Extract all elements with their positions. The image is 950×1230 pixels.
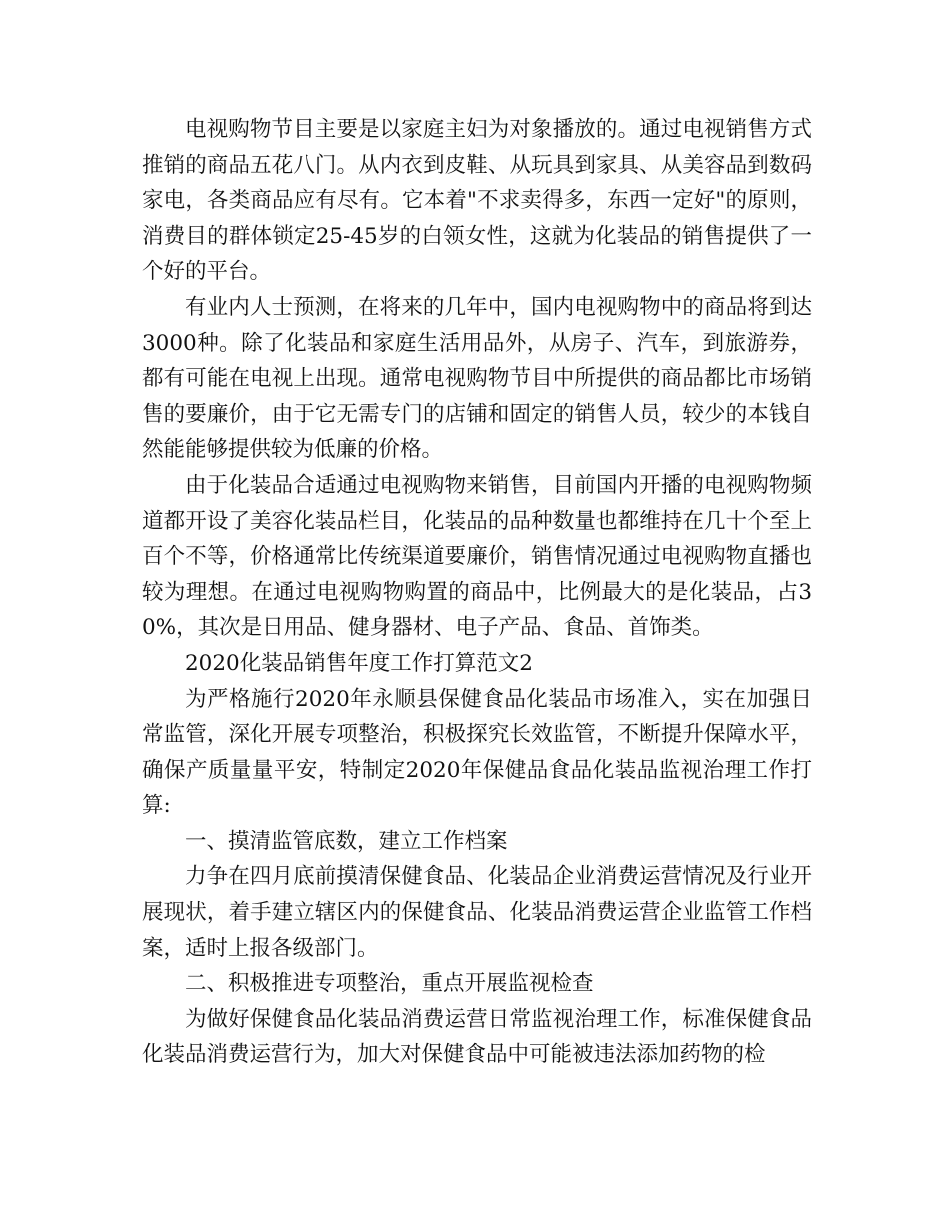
document-body bbox=[142, 112, 812, 1073]
heading-1: 一、摸清监管底数，建立工作档案 bbox=[185, 828, 508, 854]
heading-2: 二、积极推进专项整治，重点开展监视检查 bbox=[185, 971, 594, 997]
paragraph-tv-shopping-audience: 电视购物节目主要是以家庭主妇为对象播放的。通过电视销售方式推销的商品五花八门。从内衣到皮鞋、从玩具到家具、从美容品到数码家电，各类商品应有尽有。它本着"不求卖得多，东西一定好"的原则，消费目的群体锁定25-45岁的白领女性，这就为化装品的销售提供了一个好的平台。 bbox=[142, 117, 812, 285]
section-title: 2020化装品销售年度工作打算范文2 bbox=[185, 650, 533, 676]
paragraph-industry-forecast: 有业内人士预测，在将来的几年中，国内电视购物中的商品将到达3000种。除了化装品和家庭生活用品外，从房子、汽车，到旅游券，都有可能在电视上出现。通常电视购物节目中所提供的商品都比市场销售的要廉价，由于它无需专门的店铺和固定的销售人员，较少的本钱自然能能够提供较为低廉的价格。 bbox=[142, 294, 812, 463]
paragraph-intro: 为严格施行2020年永顺县保健食品化装品市场准入，实在加强日常监管，深化开展专项整治，积极探究长效监管，不断提升保障水平，确保产质量量平安，特制定2020年保健品食品化装品监视治理工作打算: bbox=[142, 686, 812, 819]
paragraph-body-1: 力争在四月底前摸清保健食品、化装品企业消费运营情况及行业开展现状，着手建立辖区内的保健食品、化装品消费运营企业监管工作档案，适时上报各级部门。 bbox=[142, 864, 812, 961]
paragraph-cosmetics-sales: 由于化装品合适通过电视购物来销售，目前国内开播的电视购物频道都开设了美容化装品栏目，化装品的品种数量也都维持在几十个至上百个不等，价格通常比传统渠道要廉价，销售情况通过电视购物直播也较为理想。在通过电视购物购置的商品中，比例最大的是化装品，占30%，其次是日用品、健身器材、电子产品、食品、首饰类。 bbox=[142, 472, 812, 641]
paragraph-body-2: 为做好保健食品化装品消费运营日常监视治理工作，标准保健食品化装品消费运营行为，加大对保健食品中可能被违法添加药物的检 bbox=[142, 1006, 812, 1068]
